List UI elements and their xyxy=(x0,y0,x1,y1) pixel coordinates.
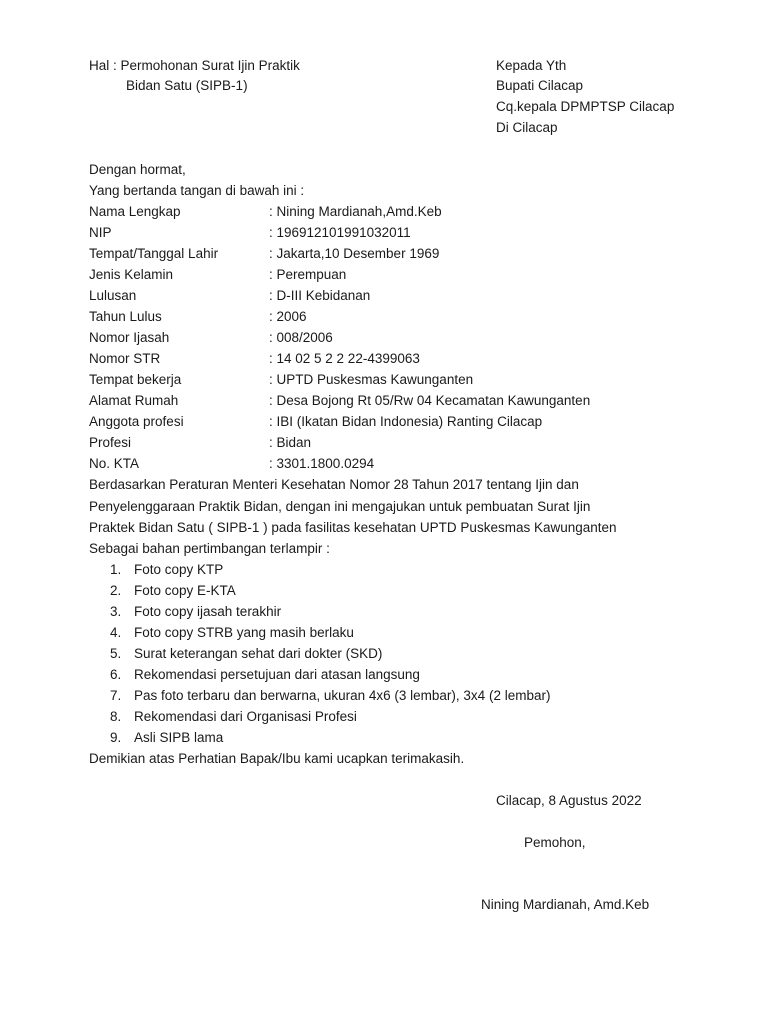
subject-line: Hal : Permohonan Surat Ijin Praktik xyxy=(89,58,300,73)
closing-line: Demikian atas Perhatian Bapak/Ibu kami ucapkan terimakasih. xyxy=(89,751,465,766)
field-label: Profesi xyxy=(89,435,132,450)
field-label: Anggota profesi xyxy=(89,414,184,429)
body-paragraph-line: Praktek Bidan Satu ( SIPB-1 ) pada fasilitas kesehatan UPTD Puskesmas Kawunganten xyxy=(89,520,617,535)
body-paragraph-line: Penyelenggaraan Praktik Bidan, dengan ini mengajukan untuk pembuatan Surat Ijin xyxy=(89,499,591,514)
list-item: Rekomendasi persetujuan dari atasan langsung xyxy=(134,667,420,682)
place-date: Cilacap, 8 Agustus 2022 xyxy=(496,793,642,808)
signatory-name: Nining Mardianah, Amd.Keb xyxy=(481,897,650,912)
field-value: : 3301.1800.0294 xyxy=(269,456,375,471)
field-label: Tahun Lulus xyxy=(89,309,162,324)
list-number: 1. xyxy=(110,562,122,577)
field-label: Nomor Ijasah xyxy=(89,330,170,345)
list-number: 6. xyxy=(110,667,122,682)
field-value: : 008/2006 xyxy=(269,330,333,345)
field-label: Tempat bekerja xyxy=(89,372,182,387)
recipient-line: Kepada Yth xyxy=(496,58,567,73)
field-label: NIP xyxy=(89,225,112,240)
field-value: : Bidan xyxy=(269,435,312,450)
list-item: Rekomendasi dari Organisasi Profesi xyxy=(134,709,357,724)
salutation: Dengan hormat, xyxy=(89,162,186,177)
recipient-line: Di Cilacap xyxy=(496,120,558,135)
field-value: : IBI (Ikatan Bidan Indonesia) Ranting Cilacap xyxy=(269,414,543,429)
field-value: : D-III Kebidanan xyxy=(269,288,371,303)
list-number: 3. xyxy=(110,604,122,619)
field-value: : 196912101991032011 xyxy=(269,225,411,240)
list-item: Asli SIPB lama xyxy=(134,730,224,745)
list-item: Surat keterangan sehat dari dokter (SKD) xyxy=(134,646,383,661)
list-number: 7. xyxy=(110,688,122,703)
field-label: Nama Lengkap xyxy=(89,204,181,219)
list-item: Pas foto terbaru dan berwarna, ukuran 4x6 (3 lembar), 3x4 (2 lembar) xyxy=(134,688,551,703)
list-number: 4. xyxy=(110,625,122,640)
list-item: Foto copy KTP xyxy=(134,562,224,577)
field-value: : Nining Mardianah,Amd.Keb xyxy=(269,204,442,219)
list-item: Foto copy E-KTA xyxy=(134,583,236,598)
list-item: Foto copy STRB yang masih berlaku xyxy=(134,625,354,640)
field-value: : 14 02 5 2 2 22-4399063 xyxy=(269,351,420,366)
body-paragraph-line: Berdasarkan Peraturan Menteri Kesehatan Nomor 28 Tahun 2017 tentang Ijin dan xyxy=(89,477,579,492)
subject-line-2: Bidan Satu (SIPB-1) xyxy=(126,78,248,93)
field-value: : UPTD Puskesmas Kawunganten xyxy=(269,372,474,387)
recipient-line: Cq.kepala DPMPTSP Cilacap xyxy=(496,99,675,114)
attachments-intro: Sebagai bahan pertimbangan terlampir : xyxy=(89,541,330,556)
recipient-line: Bupati Cilacap xyxy=(496,78,584,93)
field-label: Lulusan xyxy=(89,288,137,303)
field-value: : 2006 xyxy=(269,309,307,324)
field-label: Tempat/Tanggal Lahir xyxy=(89,246,219,261)
field-label: Jenis Kelamin xyxy=(89,267,174,282)
field-label: No. KTA xyxy=(89,456,140,471)
list-number: 8. xyxy=(110,709,122,724)
field-label: Alamat Rumah xyxy=(89,393,179,408)
list-number: 5. xyxy=(110,646,122,661)
signature-role: Pemohon, xyxy=(524,835,586,850)
list-number: 2. xyxy=(110,583,122,598)
field-value: : Perempuan xyxy=(269,267,347,282)
list-item: Foto copy ijasah terakhir xyxy=(134,604,282,619)
list-number: 9. xyxy=(110,730,122,745)
field-value: : Jakarta,10 Desember 1969 xyxy=(269,246,440,261)
field-label: Nomor STR xyxy=(89,351,161,366)
field-value: : Desa Bojong Rt 05/Rw 04 Kecamatan Kawunganten xyxy=(269,393,591,408)
intro-line: Yang bertanda tangan di bawah ini : xyxy=(89,183,305,198)
